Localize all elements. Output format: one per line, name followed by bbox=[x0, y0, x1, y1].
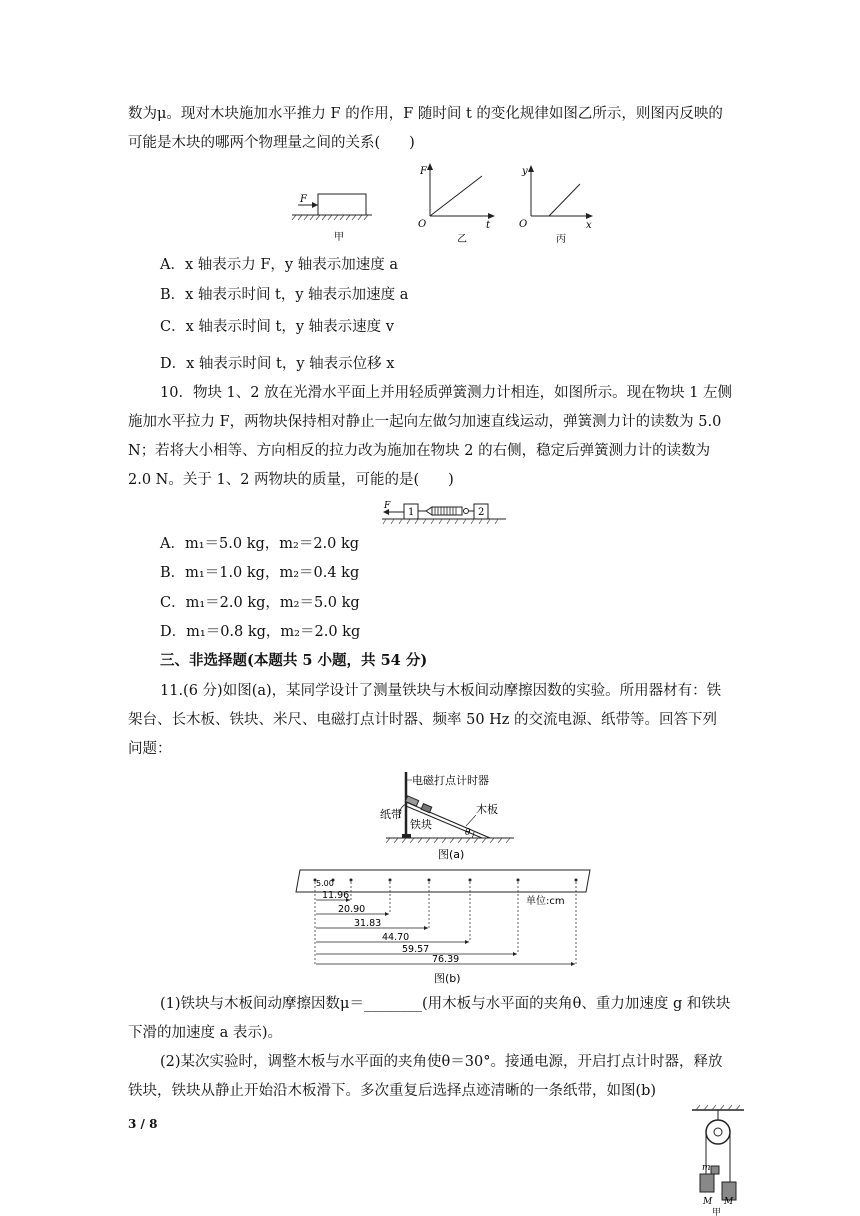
q11-text-line2: 架台、长木板、铁块、米尺、电磁打点计时器、频率 50 Hz 的交流电源、纸带等。回答下列 bbox=[128, 712, 718, 728]
mass-M-left bbox=[700, 1174, 714, 1192]
q10-text-line4: 2.0 N。关于 1、2 两物块的质量，可能的是( ) bbox=[128, 472, 454, 488]
q10-option-b: B．m₁＝1.0 kg，m₂＝0.4 kg bbox=[160, 565, 360, 581]
svg-text:76.39: 76.39 bbox=[432, 954, 460, 965]
svg-text:O: O bbox=[418, 219, 427, 230]
q10-option-d: D．m₁＝0.8 kg，m₂＝2.0 kg bbox=[160, 624, 361, 640]
line-yi bbox=[430, 176, 482, 216]
q11-sub2-line2: 铁块，铁块从静止开始沿木板滑下。多次重复后选择点迹清晰的一条纸带，如图(b) bbox=[128, 1083, 657, 1099]
figure-jia bbox=[292, 194, 372, 243]
q10-text-line2: 施加水平拉力 F，两物块保持相对静止一起向左做匀加速直线运动，弹簧测力计的读数为 5.0 bbox=[128, 414, 722, 430]
svg-text:t: t bbox=[486, 220, 491, 231]
label-board: 木板 bbox=[476, 803, 498, 816]
graph-yi bbox=[418, 163, 495, 245]
svg-text:y: y bbox=[522, 166, 528, 177]
caption-bing: 丙 bbox=[556, 234, 566, 245]
q11-sub1-line2: 下滑的加速度 a 表示)。 bbox=[128, 1025, 283, 1041]
svg-text:31.83: 31.83 bbox=[354, 918, 382, 929]
force-label: F bbox=[300, 194, 307, 205]
caption-yi: 乙 bbox=[457, 234, 467, 245]
timer-box bbox=[405, 796, 418, 806]
svg-text:11.96: 11.96 bbox=[322, 890, 350, 901]
svg-text:θ: θ bbox=[465, 828, 471, 838]
q9-option-c: C．x 轴表示时间 t，y 轴表示速度 v bbox=[160, 319, 394, 335]
svg-text:M: M bbox=[724, 1197, 734, 1207]
q11-sub2-line1: (2)某次实验时，调整木板与水平面的夹角使θ＝30°。接通电源，开启打点计时器，释放 bbox=[160, 1054, 723, 1070]
q11-text-line1: 11.(6 分)如图(a)，某同学设计了测量铁块与木板间动摩擦因数的实验。所用器材有：铁 bbox=[160, 683, 722, 699]
q9-option-d: D．x 轴表示时间 t，y 轴表示位移 x bbox=[160, 356, 395, 372]
q9-option-b: B．x 轴表示时间 t，y 轴表示加速度 a bbox=[160, 287, 409, 303]
svg-text:5.00: 5.00 bbox=[316, 879, 334, 888]
svg-text:59.57: 59.57 bbox=[402, 944, 430, 955]
q9-text-line2: 可能是木块的哪两个物理量之间的关系( ) bbox=[128, 135, 415, 151]
unit-label: 单位:cm bbox=[526, 896, 565, 907]
q9-figure bbox=[290, 160, 600, 248]
svg-text:2: 2 bbox=[478, 507, 485, 518]
label-block: 铁块 bbox=[410, 818, 432, 831]
svg-text:x: x bbox=[586, 220, 592, 231]
pulley-caption: 甲 bbox=[712, 1208, 722, 1216]
q10-force-label: F bbox=[384, 501, 391, 511]
paper-tape bbox=[296, 870, 590, 892]
section-heading: 三、非选择题(本题共 5 小题，共 54 分) bbox=[160, 652, 428, 669]
label-timer: 电磁打点计时器 bbox=[412, 774, 489, 787]
label-tape: 纸带 bbox=[380, 808, 402, 821]
figure-a bbox=[372, 766, 524, 862]
q9-option-a: A．x 轴表示力 F，y 轴表示加速度 a bbox=[160, 257, 398, 273]
line-bing bbox=[549, 184, 580, 216]
svg-text:F: F bbox=[420, 166, 427, 177]
q10-option-c: C．m₁＝2.0 kg，m₂＝5.0 kg bbox=[160, 595, 360, 611]
q9-text-line1: 数为μ。现对木块施加水平推力 F 的作用，F 随时间 t 的变化规律如图乙所示，则图丙反映的 bbox=[128, 106, 723, 122]
caption-b: 图(b) bbox=[434, 972, 461, 985]
caption-a: 图(a) bbox=[438, 848, 465, 861]
mass-m bbox=[711, 1166, 719, 1174]
iron-block bbox=[421, 804, 432, 813]
svg-text:44.70: 44.70 bbox=[382, 932, 410, 943]
q10-option-a: A．m₁＝5.0 kg，m₂＝2.0 kg bbox=[160, 536, 360, 552]
svg-text:20.90: 20.90 bbox=[338, 904, 366, 915]
svg-text:m: m bbox=[702, 1163, 711, 1173]
q10-text-line1: 10．物块 1、2 放在光滑水平面上并用轻质弹簧测力计相连，如图所示。现在物块 1 左侧 bbox=[160, 385, 733, 401]
graph-bing bbox=[519, 165, 593, 245]
svg-text:O: O bbox=[519, 219, 528, 230]
caption-jia: 甲 bbox=[334, 232, 344, 243]
q10-text-line3: N；若将大小相等、方向相反的拉力改为施加在物块 2 的右侧，稳定后弹簧测力计的读数为 bbox=[128, 443, 711, 459]
q11-text-line3: 问题： bbox=[128, 741, 172, 757]
block-rect bbox=[318, 194, 366, 215]
page-number: 3 / 8 bbox=[128, 1117, 158, 1131]
q10-figure bbox=[380, 498, 508, 526]
svg-text:1: 1 bbox=[408, 507, 415, 518]
pulley-figure bbox=[688, 1104, 748, 1216]
figure-b bbox=[294, 864, 596, 988]
pulley-wheel bbox=[706, 1120, 730, 1144]
svg-text:M: M bbox=[703, 1197, 713, 1207]
q11-sub1-line1: (1)铁块与木板间动摩擦因数μ＝________(用木板与水平面的夹角θ、重力加速度 g 和铁块 bbox=[160, 996, 731, 1012]
